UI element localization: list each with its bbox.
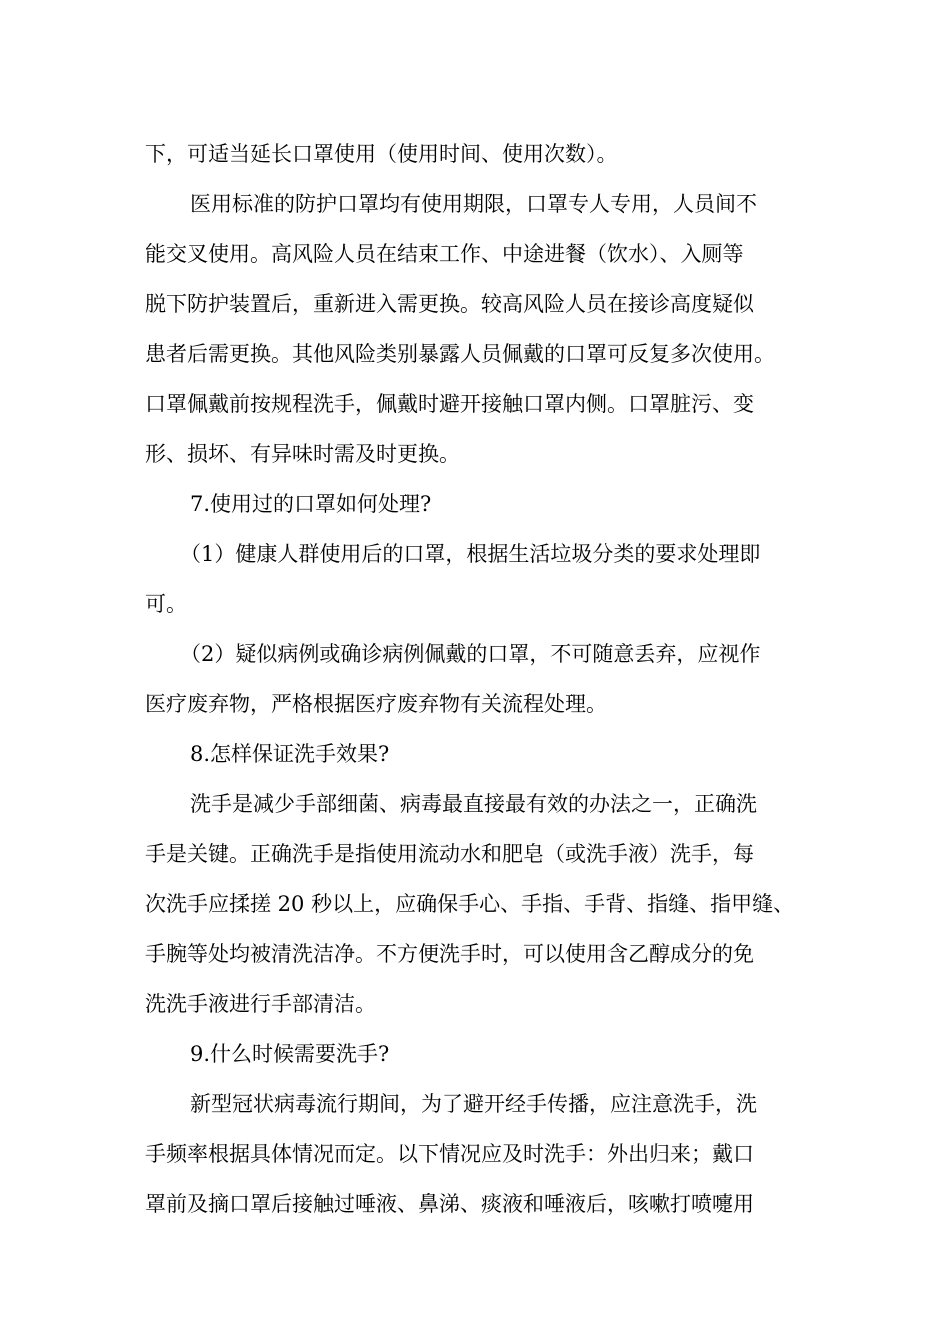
text-line: 手频率根据具体情况而定。以下情况应及时洗手：外出归来；戴口 — [145, 1142, 754, 1166]
document-body — [145, 129, 815, 1229]
list-item-1-line: （1）健康人群使用后的口罩，根据生活垃圾分类的要求处理即 — [180, 542, 761, 566]
section-heading-9: 9.什么时候需要洗手? — [190, 1042, 390, 1066]
text-line: 脱下防护装置后，重新进入需更换。较高风险人员在接诊高度疑似 — [145, 292, 754, 316]
section-heading-8: 8.怎样保证洗手效果? — [190, 742, 390, 766]
text-line: 口罩佩戴前按规程洗手，佩戴时避开接触口罩内侧。口罩脏污、变 — [145, 392, 754, 416]
text-line: 下，可适当延长口罩使用（使用时间、使用次数）。 — [145, 142, 618, 166]
text-line: 洗洗手液进行手部清洁。 — [145, 992, 376, 1016]
text-line: 手是关键。正确洗手是指使用流动水和肥皂（或洗手液）洗手，每 — [145, 842, 754, 866]
text-line: 能交叉使用。高风险人员在结束工作、中途进餐（饮水）、入厕等 — [145, 242, 744, 266]
text-line: 患者后需更换。其他风险类别暴露人员佩戴的口罩可反复多次使用。 — [145, 342, 775, 366]
paragraph-start-line: 医用标准的防护口罩均有使用期限，口罩专人专用，人员间不 — [190, 192, 757, 216]
section-heading-7: 7.使用过的口罩如何处理? — [190, 492, 432, 516]
text-line: 次洗手应揉搓 20 秒以上，应确保手心、手指、手背、指缝、指甲缝、 — [145, 892, 795, 916]
paragraph-start-line: 新型冠状病毒流行期间，为了避开经手传播，应注意洗手，洗 — [190, 1092, 757, 1116]
paragraph-start-line: 洗手是减少手部细菌、病毒最直接最有效的办法之一，正确洗 — [190, 792, 757, 816]
text-line: 医疗废弃物，严格根据医疗废弃物有关流程处理。 — [145, 692, 607, 716]
text-line: 手腕等处均被清洗洁净。不方便洗手时，可以使用含乙醇成分的免 — [145, 942, 754, 966]
text-line: 形、损坏、有异味时需及时更换。 — [145, 442, 460, 466]
text-line: 罩前及摘口罩后接触过唾液、鼻涕、痰液和唾液后，咳嗽打喷嚏用 — [145, 1192, 754, 1216]
text-line: 可。 — [145, 592, 187, 616]
list-item-2-line: （2）疑似病例或确诊病例佩戴的口罩，不可随意丢弃，应视作 — [180, 642, 761, 666]
